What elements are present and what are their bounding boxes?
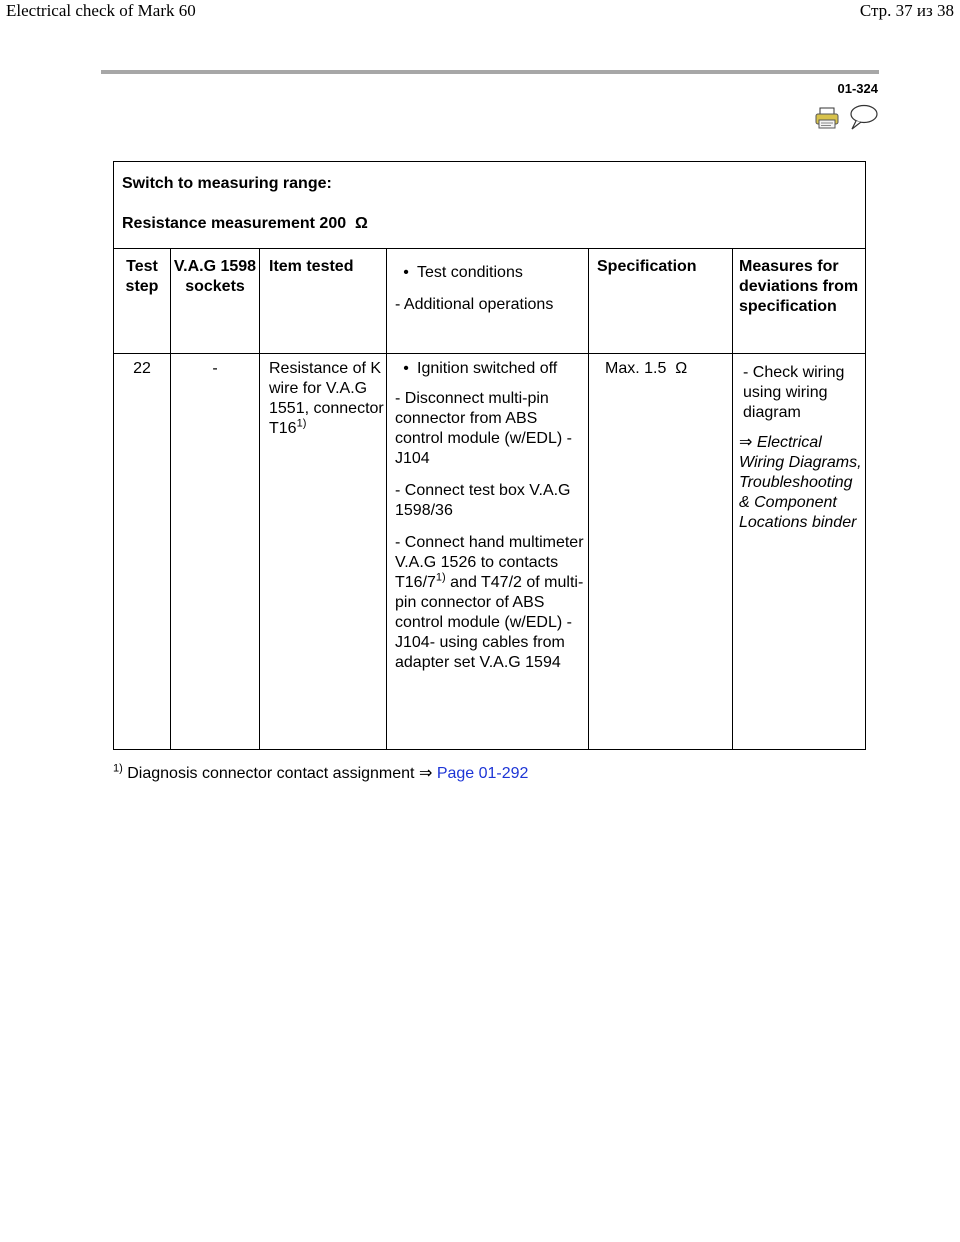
footnote-mark: 1) [296, 417, 307, 430]
bullet-icon: • [403, 360, 409, 377]
col-header-vag-sockets: V.A.G 1598 sockets [171, 249, 260, 354]
bullet-icon: • [403, 264, 409, 281]
ohm-symbol: Ω [675, 360, 688, 377]
table-row [114, 354, 866, 750]
col-header-additional: - Additional operations [395, 296, 554, 313]
measure-check-wiring: - Check wiring using wiring diagram [743, 364, 845, 421]
footnote-text: Diagnosis connector contact assignment ⇒ [127, 765, 433, 782]
operation-multimeter: - Connect hand multimeter V.A.G 1526 to contacts T16/7$^{1)}$ and T47/2 of multi-pin connector of ABS control module (w/EDL) -J104- using cables from adapter set V.A.G 1594 [395, 534, 584, 671]
cell-test-step: 22 [114, 354, 171, 750]
comment-icon[interactable] [847, 103, 879, 131]
page-number: 01-324 [837, 81, 878, 96]
operation-test-box: - Connect test box V.A.G 1598/36 [395, 482, 571, 519]
measure-reference: ⇒ Electrical Wiring Diagrams, Troubleshooting & Component Locations binder [739, 434, 862, 531]
col-header-measures: Measures for deviations from specification [733, 249, 866, 354]
cell-item-tested: Resistance of K wire for V.A.G 1551, connector T16$^{1)}$ [260, 354, 387, 750]
measuring-range-label: Switch to measuring range: [122, 175, 332, 192]
measurement-table [113, 161, 866, 750]
cell-vag-sockets: - [171, 354, 260, 750]
cell-conditions: • Ignition switched off - Disconnect multi-pin connector from ABS control module (w/EDL) -J104 - Connect test box V.A.G 1598/36 - Connect hand multimeter V.A.G 1526 to contacts T16/7$^{1)}$ and T47/2 of multi-pin connector of ABS control module (w/EDL) -J104- using cables from adapter set V.A.G 1594 [387, 354, 589, 750]
measuring-range-cell [114, 162, 866, 249]
window-title: Electrical check of Mark 60 [6, 1, 196, 20]
col-header-item-tested: Item tested [260, 249, 387, 354]
window-title-bar [0, 0, 960, 24]
operation-disconnect: - Disconnect multi-pin connector from ABS control module (w/EDL) -J104 [395, 390, 572, 467]
col-header-conditions: • Test conditions - Additional operations [387, 249, 589, 354]
cell-specification: Max. 1.5 Ω [589, 354, 733, 750]
col-header-specification: Specification [589, 249, 733, 354]
cell-measures [733, 354, 866, 750]
page-indicator: Стр. 37 из 38 [859, 1, 954, 20]
measuring-range-value: Resistance measurement 200 Ω [122, 215, 368, 232]
footnote-mark: 1) [113, 762, 123, 775]
ohm-symbol: Ω [355, 215, 368, 232]
header-rule [101, 70, 879, 74]
print-icon[interactable] [815, 107, 839, 129]
page-link[interactable]: Page 01-292 [436, 765, 529, 782]
footnote [113, 763, 528, 783]
col-header-test-step: Test step [114, 249, 171, 354]
